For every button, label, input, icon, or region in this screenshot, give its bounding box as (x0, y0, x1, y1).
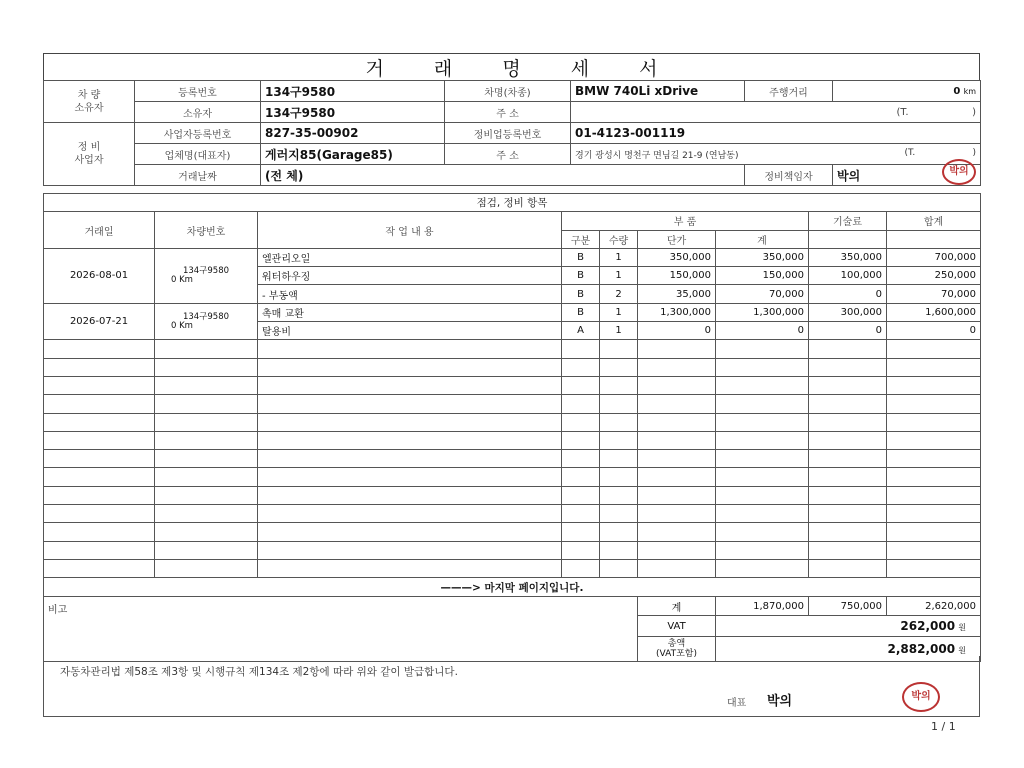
empty-row (44, 358, 981, 376)
empty-cell (716, 413, 809, 431)
empty-cell (887, 523, 981, 541)
sum-label: 계 (638, 597, 716, 616)
shop-section-label: 정 비 사업자 (44, 123, 135, 186)
empty-cell (887, 376, 981, 394)
rep-seal-stamp-icon: 박의 (902, 682, 940, 712)
empty-cell (562, 559, 600, 577)
vat-label: VAT (638, 616, 716, 637)
empty-cell (258, 541, 562, 559)
manager-label: 정비책임자 (745, 165, 833, 186)
empty-row (44, 523, 981, 541)
empty-cell (600, 505, 638, 523)
empty-cell (155, 431, 258, 449)
empty-cell (716, 468, 809, 486)
row-tech: 100,000 (809, 267, 887, 285)
col-header-qty: 수량 (600, 230, 638, 248)
vat-cell (716, 616, 981, 637)
empty-cell (600, 450, 638, 468)
row-km: 0 Km (171, 320, 193, 331)
row-date: 2026-07-21 (44, 303, 155, 340)
table-row (44, 303, 981, 321)
shop-reg-label: 정비업등록번호 (445, 123, 571, 144)
row-qty: 1 (600, 267, 638, 285)
empty-cell (600, 468, 638, 486)
col-header-sum: 계 (716, 230, 809, 248)
empty-cell (258, 395, 562, 413)
col-header-total: 합계 (887, 212, 981, 230)
owner-label: 소유자 (135, 102, 261, 123)
row-work: 워터하우징 (258, 267, 562, 285)
empty-cell (258, 431, 562, 449)
empty-row (44, 559, 981, 577)
section-title: 점검, 정비 항목 (44, 194, 981, 212)
empty-cell (716, 450, 809, 468)
row-kind: B (562, 303, 600, 321)
row-sum: 0 (716, 322, 809, 340)
grand-sum: 2,620,000 (887, 597, 981, 616)
car-name-value: BMW 740Li xDrive (571, 81, 745, 102)
biz-no-label: 사업자등록번호 (135, 123, 261, 144)
last-page-note: ———> 마지막 페이지입니다. (44, 578, 981, 597)
biz-no-value: 827-35-00902 (261, 123, 445, 144)
row-qty: 1 (600, 322, 638, 340)
empty-cell (638, 358, 716, 376)
total-label: 총액 (VAT포함) (638, 637, 716, 662)
empty-cell (809, 559, 887, 577)
row-kind: A (562, 322, 600, 340)
shop-address-label: 주 소 (445, 144, 571, 165)
row-km: 0 Km (171, 274, 193, 285)
empty-cell (809, 523, 887, 541)
empty-cell (562, 468, 600, 486)
empty-cell (155, 505, 258, 523)
empty-cell (638, 468, 716, 486)
empty-cell (155, 559, 258, 577)
col-header-date: 거래일 (44, 212, 155, 249)
reg-no-value: 134구9580 (261, 81, 445, 102)
owner-tel: (T. ) (571, 102, 981, 123)
empty-cell (600, 559, 638, 577)
col-header-tech-sub (809, 230, 887, 248)
empty-cell (638, 431, 716, 449)
table-row (44, 248, 981, 266)
footer-note (43, 656, 980, 717)
empty-row (44, 468, 981, 486)
empty-cell (258, 468, 562, 486)
col-header-unit-price: 단가 (638, 230, 716, 248)
empty-cell (562, 505, 600, 523)
mileage-cell (833, 81, 981, 102)
row-unit-price: 35,000 (638, 285, 716, 303)
company-value: 게러지85(Garage85) (261, 144, 445, 165)
items-table (43, 193, 981, 662)
mileage-value: 0 (953, 85, 961, 97)
manager-cell (833, 165, 981, 186)
row-unit-price: 0 (638, 322, 716, 340)
row-sum: 70,000 (716, 285, 809, 303)
empty-row (44, 450, 981, 468)
empty-cell (716, 431, 809, 449)
empty-cell (44, 358, 155, 376)
owner-address-label: 주 소 (445, 102, 571, 123)
manager-value: 박의 (837, 168, 861, 183)
empty-cell (155, 468, 258, 486)
empty-cell (562, 541, 600, 559)
empty-cell (638, 395, 716, 413)
row-tech: 350,000 (809, 248, 887, 266)
shop-tel: (T. ) (904, 147, 976, 158)
empty-cell (638, 413, 716, 431)
empty-cell (562, 340, 600, 358)
empty-cell (809, 468, 887, 486)
col-header-work: 작 업 내 용 (258, 212, 562, 249)
empty-cell (600, 413, 638, 431)
empty-cell (809, 431, 887, 449)
empty-cell (638, 376, 716, 394)
empty-cell (887, 450, 981, 468)
row-total: 0 (887, 322, 981, 340)
empty-row (44, 376, 981, 394)
empty-cell (155, 395, 258, 413)
empty-cell (562, 395, 600, 413)
empty-cell (155, 541, 258, 559)
row-kind: B (562, 267, 600, 285)
empty-cell (716, 376, 809, 394)
page-number: 1 / 1 (931, 720, 956, 733)
total-value: 2,882,000 (887, 642, 956, 657)
empty-cell (716, 358, 809, 376)
row-tech: 0 (809, 322, 887, 340)
empty-cell (887, 559, 981, 577)
row-kind: B (562, 285, 600, 303)
empty-cell (716, 523, 809, 541)
row-car-cell (155, 303, 258, 340)
owner-value: 134구9580 (261, 102, 445, 123)
row-car-no: 134구9580 (182, 265, 230, 276)
empty-cell (887, 468, 981, 486)
total-unit: 원 (958, 646, 966, 656)
row-sum: 350,000 (716, 248, 809, 266)
empty-cell (44, 395, 155, 413)
row-tech: 300,000 (809, 303, 887, 321)
law-text: 자동차관리법 제58조 제3항 및 시행규칙 제134조 제2항에 따라 위와 같이 발급합니다. (60, 666, 458, 678)
empty-cell (809, 541, 887, 559)
empty-cell (562, 523, 600, 541)
row-total: 700,000 (887, 248, 981, 266)
empty-cell (44, 559, 155, 577)
empty-cell (887, 541, 981, 559)
empty-cell (887, 395, 981, 413)
shop-address-value: 경기 광성시 명천구 면님길 21-9 (연남동) (575, 150, 739, 161)
empty-cell (562, 413, 600, 431)
empty-cell (44, 413, 155, 431)
empty-cell (600, 395, 638, 413)
empty-cell (887, 505, 981, 523)
empty-cell (44, 340, 155, 358)
empty-cell (638, 340, 716, 358)
row-sum: 1,300,000 (716, 303, 809, 321)
row-total: 250,000 (887, 267, 981, 285)
row-total: 1,600,000 (887, 303, 981, 321)
shop-reg-value: 01-4123-001119 (571, 123, 981, 144)
empty-cell (258, 340, 562, 358)
empty-cell (638, 523, 716, 541)
row-work: 엘관리오일 (258, 248, 562, 266)
empty-cell (887, 413, 981, 431)
company-label: 업체명(대표자) (135, 144, 261, 165)
empty-cell (716, 559, 809, 577)
car-name-label: 차명(차종) (445, 81, 571, 102)
row-car-no: 134구9580 (182, 311, 230, 322)
empty-row (44, 340, 981, 358)
empty-row (44, 395, 981, 413)
shop-address-cell (571, 144, 981, 165)
empty-cell (638, 541, 716, 559)
empty-cell (44, 486, 155, 504)
empty-cell (258, 486, 562, 504)
empty-cell (44, 376, 155, 394)
empty-cell (887, 486, 981, 504)
empty-cell (258, 523, 562, 541)
empty-cell (44, 523, 155, 541)
empty-row (44, 505, 981, 523)
seal-stamp-icon: 박의 (942, 159, 976, 185)
rep-label: 대표 (727, 698, 747, 709)
empty-cell (716, 395, 809, 413)
row-work: 탈용비 (258, 322, 562, 340)
empty-cell (155, 523, 258, 541)
empty-cell (716, 541, 809, 559)
empty-cell (638, 505, 716, 523)
empty-cell (44, 431, 155, 449)
row-total: 70,000 (887, 285, 981, 303)
empty-row (44, 486, 981, 504)
row-qty: 1 (600, 303, 638, 321)
empty-cell (887, 431, 981, 449)
empty-cell (44, 541, 155, 559)
col-header-car-no: 차량번호 (155, 212, 258, 249)
document-title: 거 래 명 세 서 (365, 57, 680, 80)
reg-no-label: 등록번호 (135, 81, 261, 102)
empty-cell (716, 486, 809, 504)
col-header-kind: 구분 (562, 230, 600, 248)
empty-row (44, 541, 981, 559)
col-header-total-sub (887, 230, 981, 248)
remarks-label: 비고 (44, 597, 638, 662)
empty-cell (716, 505, 809, 523)
title-box (43, 53, 980, 80)
row-unit-price: 1,300,000 (638, 303, 716, 321)
empty-cell (716, 340, 809, 358)
row-unit-price: 350,000 (638, 248, 716, 266)
empty-cell (155, 413, 258, 431)
empty-cell (600, 376, 638, 394)
empty-cell (809, 376, 887, 394)
vat-unit: 원 (958, 623, 966, 633)
mileage-label: 주행거리 (745, 81, 833, 102)
empty-cell (809, 358, 887, 376)
vehicle-owner-section-label: 차 량 소유자 (44, 81, 135, 123)
row-qty: 1 (600, 248, 638, 266)
empty-cell (258, 450, 562, 468)
empty-cell (155, 340, 258, 358)
row-tech: 0 (809, 285, 887, 303)
empty-row (44, 413, 981, 431)
empty-cell (44, 450, 155, 468)
empty-cell (809, 450, 887, 468)
empty-cell (809, 413, 887, 431)
row-sum: 150,000 (716, 267, 809, 285)
vat-value: 262,000 (900, 619, 956, 634)
empty-cell (258, 376, 562, 394)
empty-cell (155, 358, 258, 376)
empty-cell (562, 431, 600, 449)
empty-cell (562, 376, 600, 394)
row-unit-price: 150,000 (638, 267, 716, 285)
empty-cell (638, 559, 716, 577)
row-work: 촉매 교환 (258, 303, 562, 321)
row-kind: B (562, 248, 600, 266)
empty-cell (887, 340, 981, 358)
empty-cell (600, 358, 638, 376)
empty-cell (638, 450, 716, 468)
empty-cell (809, 340, 887, 358)
row-qty: 2 (600, 285, 638, 303)
col-header-tech: 기술료 (809, 212, 887, 230)
empty-cell (600, 541, 638, 559)
empty-cell (258, 559, 562, 577)
empty-cell (600, 486, 638, 504)
tech-sum: 750,000 (809, 597, 887, 616)
empty-cell (600, 340, 638, 358)
empty-cell (258, 358, 562, 376)
empty-cell (887, 358, 981, 376)
empty-cell (809, 395, 887, 413)
empty-cell (600, 431, 638, 449)
deal-date-value: (전 체) (261, 165, 745, 186)
empty-cell (562, 486, 600, 504)
empty-cell (155, 450, 258, 468)
empty-cell (600, 523, 638, 541)
empty-cell (258, 413, 562, 431)
empty-cell (809, 486, 887, 504)
parts-sum: 1,870,000 (716, 597, 809, 616)
empty-cell (44, 468, 155, 486)
row-car-cell (155, 248, 258, 303)
empty-cell (562, 358, 600, 376)
deal-date-label: 거래날짜 (135, 165, 261, 186)
col-header-parts: 부 품 (562, 212, 809, 230)
empty-cell (258, 505, 562, 523)
mileage-unit: km (963, 86, 976, 96)
row-work: - 부동액 (258, 285, 562, 303)
rep-name: 박의 (767, 694, 793, 709)
empty-cell (155, 376, 258, 394)
empty-cell (562, 450, 600, 468)
empty-cell (809, 505, 887, 523)
empty-cell (638, 486, 716, 504)
empty-cell (155, 486, 258, 504)
row-date: 2026-08-01 (44, 248, 155, 303)
empty-row (44, 431, 981, 449)
info-table (43, 80, 981, 186)
empty-cell (44, 505, 155, 523)
